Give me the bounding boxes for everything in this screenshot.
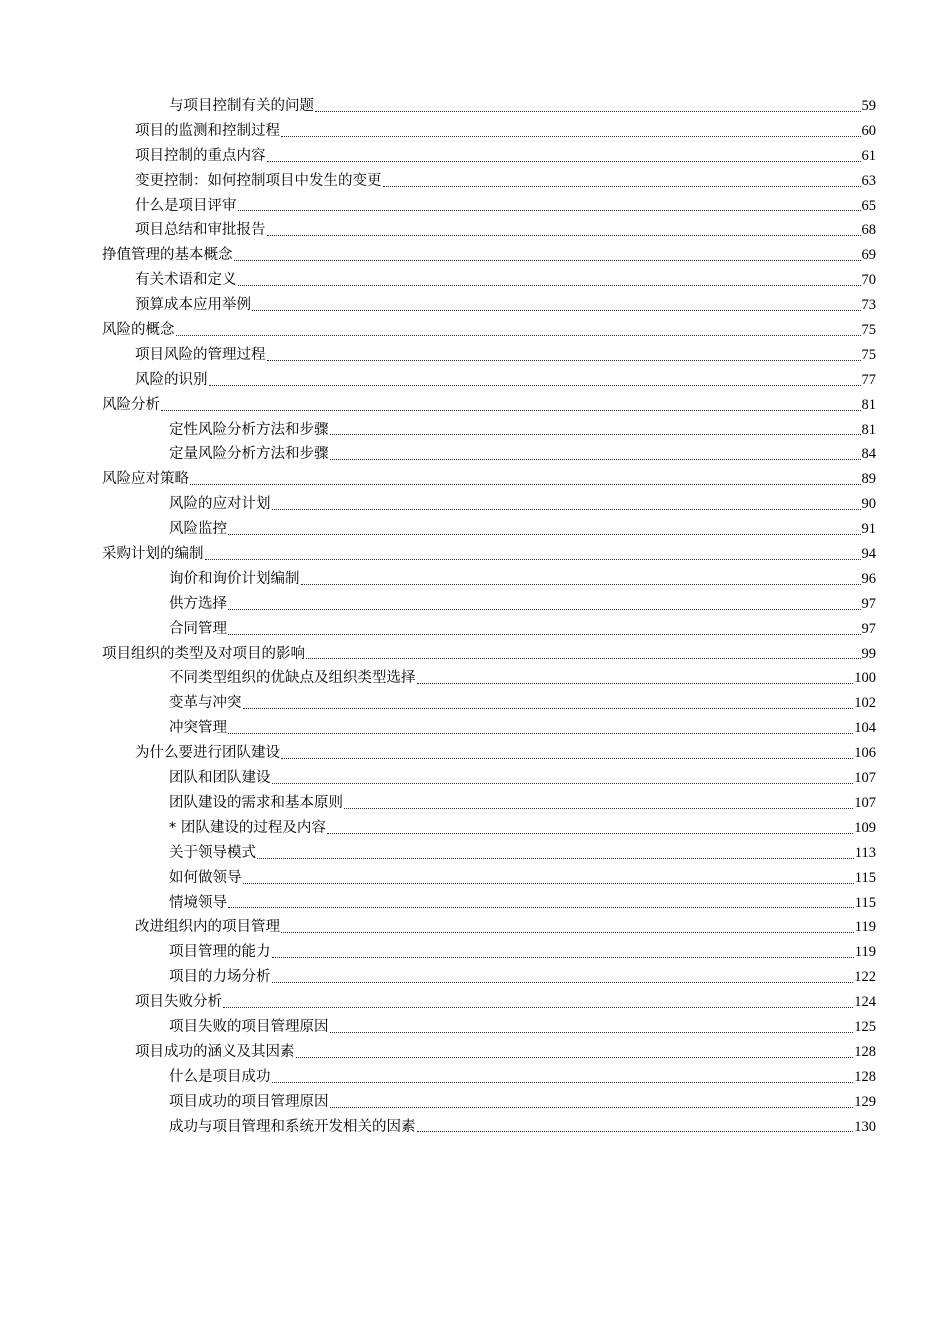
toc-entry-page-number: 77: [861, 371, 876, 388]
toc-entry[interactable]: [0, 318, 950, 343]
toc-entry[interactable]: [0, 1115, 950, 1140]
toc-entry-title: 项目组织的类型及对项目的影响: [102, 645, 305, 662]
toc-entry[interactable]: [0, 243, 950, 268]
toc-entry-title: 采购计划的编制: [102, 546, 204, 563]
toc-entry-title: 团队建设的需求和基本原则: [169, 794, 343, 811]
toc-entry-title: 合同管理: [169, 620, 227, 637]
toc-entry-page-number: 99: [861, 645, 876, 662]
toc-entry-page-number: 107: [854, 794, 876, 811]
toc-entry-page-number: 59: [861, 98, 876, 114]
dot-leader: [228, 891, 854, 916]
toc-entry[interactable]: [0, 965, 950, 990]
dot-leader: [272, 1065, 854, 1090]
toc-entry[interactable]: [0, 144, 950, 169]
toc-entry[interactable]: [0, 393, 950, 418]
toc-entry-title: 预算成本应用举例: [135, 297, 251, 314]
toc-entry-page-number: 119: [854, 944, 876, 961]
toc-entry-page-number: 68: [861, 222, 876, 239]
dot-leader: [315, 94, 861, 119]
dot-leader: [272, 965, 854, 990]
dot-leader: [301, 567, 861, 592]
dot-leader: [257, 841, 854, 866]
dot-leader: [272, 492, 861, 517]
dot-leader: [190, 467, 861, 492]
toc-entry-page-number: 70: [861, 272, 876, 289]
toc-entry-page-number: 91: [861, 521, 876, 538]
toc-entry[interactable]: [0, 169, 950, 194]
toc-entry-title: 改进组织内的项目管理: [135, 919, 280, 936]
dot-leader: [209, 368, 861, 393]
toc-entry-title: 风险应对策略: [102, 471, 189, 488]
toc-entry-page-number: 63: [861, 172, 876, 189]
toc-entry-page-number: 129: [854, 1093, 876, 1110]
toc-entry[interactable]: [0, 517, 950, 542]
toc-entry-page-number: 104: [854, 720, 876, 737]
toc-entry-page-number: 100: [854, 670, 876, 687]
dot-leader: [417, 666, 854, 691]
dot-leader: [281, 741, 853, 766]
toc-entry-page-number: 60: [861, 122, 876, 139]
toc-entry[interactable]: [0, 791, 950, 816]
dot-leader: [238, 268, 861, 293]
toc-entry-title: 项目失败分析: [135, 994, 222, 1011]
dot-leader: [417, 1115, 854, 1140]
toc-entry-page-number: 124: [854, 994, 876, 1011]
dot-leader: [243, 691, 854, 716]
toc-entry[interactable]: [0, 293, 950, 318]
toc-entry-title: 项目管理的能力: [169, 944, 271, 961]
toc-entry[interactable]: [0, 1015, 950, 1040]
toc-entry[interactable]: [0, 418, 950, 443]
toc-entry-page-number: 69: [861, 247, 876, 264]
dot-leader: [243, 866, 854, 891]
toc-entry-title: 风险的应对计划: [169, 496, 271, 513]
toc-entry-page-number: 90: [861, 496, 876, 513]
toc-entry-title: 为什么要进行团队建设: [135, 745, 280, 762]
dot-leader: [281, 119, 861, 144]
toc-entry-page-number: 115: [854, 869, 876, 886]
toc-entry[interactable]: [0, 990, 950, 1015]
toc-entry-page-number: 81: [861, 396, 876, 413]
toc-entry-page-number: 106: [854, 745, 876, 762]
toc-entry-title: 与项目控制有关的问题: [169, 98, 314, 114]
toc-entry-title: 如何做领导: [169, 869, 242, 886]
toc-entry-title: 团队和团队建设: [169, 770, 271, 787]
toc-entry-title: 关于领导模式: [169, 844, 256, 861]
toc-entry[interactable]: [0, 617, 950, 642]
toc-entry-page-number: 89: [861, 471, 876, 488]
toc-entry-title: 项目的力场分析: [169, 969, 271, 986]
dot-leader: [267, 144, 861, 169]
toc-entry-title: 变更控制：如何控制项目中发生的变更: [135, 172, 382, 189]
toc-entry-page-number: 94: [861, 546, 876, 563]
toc-entry[interactable]: [0, 1040, 950, 1065]
table-of-contents: [0, 94, 950, 1139]
toc-entry-title: 成功与项目管理和系统开发相关的因素: [169, 1118, 416, 1135]
toc-entry[interactable]: [0, 368, 950, 393]
toc-entry-title: 什么是项目成功: [169, 1068, 271, 1085]
toc-entry-title: 风险的概念: [102, 322, 175, 339]
dot-leader: [228, 517, 861, 542]
toc-entry-page-number: 128: [854, 1043, 876, 1060]
toc-entry[interactable]: [0, 542, 950, 567]
toc-entry-page-number: 115: [854, 894, 876, 911]
dot-leader: [228, 716, 853, 741]
toc-entry-page-number: 97: [861, 595, 876, 612]
toc-entry-page-number: 65: [861, 197, 876, 214]
dot-leader: [161, 393, 861, 418]
dot-leader: [267, 218, 861, 243]
toc-entry[interactable]: [0, 492, 950, 517]
toc-entry[interactable]: [0, 691, 950, 716]
toc-entry-title: 项目总结和审批报告: [135, 222, 266, 239]
toc-entry[interactable]: [0, 891, 950, 916]
toc-entry-page-number: 125: [854, 1018, 876, 1035]
toc-entry[interactable]: [0, 1065, 950, 1090]
toc-entry[interactable]: [0, 642, 950, 667]
toc-entry[interactable]: [0, 816, 950, 841]
toc-entry[interactable]: [0, 592, 950, 617]
toc-entry[interactable]: [0, 268, 950, 293]
toc-entry[interactable]: [0, 442, 950, 467]
toc-entry-page-number: 96: [861, 570, 876, 587]
toc-entry[interactable]: [0, 194, 950, 219]
toc-entry-page-number: 73: [861, 297, 876, 314]
toc-entry[interactable]: [0, 119, 950, 144]
toc-entry-page-number: 128: [854, 1068, 876, 1085]
toc-entry-title: 挣值管理的基本概念: [102, 247, 233, 264]
toc-entry-page-number: 97: [861, 620, 876, 637]
toc-entry-title: 风险监控: [169, 521, 227, 538]
toc-entry[interactable]: [0, 567, 950, 592]
toc-entry[interactable]: [0, 915, 950, 940]
toc-entry[interactable]: [0, 343, 950, 368]
toc-entry-title: 变革与冲突: [169, 695, 242, 712]
toc-entry-title: 冲突管理: [169, 720, 227, 737]
toc-entry-title: 不同类型组织的优缺点及组织类型选择: [169, 670, 416, 687]
toc-entry-title: 有关术语和定义: [135, 272, 237, 289]
toc-entry-page-number: 75: [861, 322, 876, 339]
toc-entry-title: 风险的识别: [135, 371, 208, 388]
toc-entry-title: * 团队建设的过程及内容: [169, 819, 326, 836]
toc-entry-page-number: 113: [854, 844, 876, 861]
dot-leader: [306, 642, 861, 667]
toc-entry-page-number: 109: [854, 819, 876, 836]
toc-entry-page-number: 107: [854, 770, 876, 787]
dot-leader: [383, 169, 861, 194]
dot-leader: [267, 343, 861, 368]
toc-entry-title: 情境领导: [169, 894, 227, 911]
toc-entry[interactable]: [0, 666, 950, 691]
toc-entry-title: 项目的监测和控制过程: [135, 122, 280, 139]
toc-entry-title: 项目风险的管理过程: [135, 346, 266, 363]
dot-leader: [176, 318, 861, 343]
toc-entry-title: 什么是项目评审: [135, 197, 237, 214]
toc-entry-title: 项目成功的涵义及其因素: [135, 1043, 295, 1060]
dot-leader: [272, 766, 854, 791]
toc-entry[interactable]: [0, 741, 950, 766]
toc-entry-page-number: 61: [861, 147, 876, 164]
dot-leader: [228, 617, 861, 642]
toc-entry[interactable]: [0, 766, 950, 791]
toc-entry[interactable]: [0, 716, 950, 741]
dot-leader: [272, 940, 854, 965]
toc-entry[interactable]: [0, 1090, 950, 1115]
toc-entry-title: 询价和询价计划编制: [169, 570, 300, 587]
dot-leader: [234, 243, 861, 268]
dot-leader: [330, 1015, 854, 1040]
toc-entry-page-number: 119: [854, 919, 876, 936]
toc-entry-title: 项目控制的重点内容: [135, 147, 266, 164]
dot-leader: [296, 1040, 854, 1065]
toc-entry[interactable]: [0, 940, 950, 965]
toc-entry[interactable]: [0, 94, 950, 119]
dot-leader: [252, 293, 861, 318]
toc-entry-page-number: 84: [861, 446, 876, 463]
dot-leader: [281, 915, 854, 940]
toc-entry-page-number: 102: [854, 695, 876, 712]
toc-entry-title: 供方选择: [169, 595, 227, 612]
toc-entry-page-number: 122: [854, 969, 876, 986]
dot-leader: [205, 542, 861, 567]
dot-leader: [330, 1090, 854, 1115]
dot-leader: [223, 990, 853, 1015]
toc-entry-page-number: 81: [861, 421, 876, 438]
dot-leader: [330, 442, 861, 467]
dot-leader: [330, 418, 861, 443]
toc-entry[interactable]: [0, 866, 950, 891]
dot-leader: [228, 592, 861, 617]
toc-entry-title: 风险分析: [102, 396, 160, 413]
dot-leader: [327, 816, 853, 841]
toc-entry[interactable]: [0, 467, 950, 492]
toc-entry[interactable]: [0, 841, 950, 866]
toc-entry-page-number: 75: [861, 346, 876, 363]
dot-leader: [238, 194, 861, 219]
toc-entry-title: 项目失败的项目管理原因: [169, 1018, 329, 1035]
dot-leader: [344, 791, 853, 816]
toc-entry-title: 定性风险分析方法和步骤: [169, 421, 329, 438]
toc-entry-page-number: 130: [854, 1118, 876, 1135]
toc-entry-title: 定量风险分析方法和步骤: [169, 446, 329, 463]
toc-entry-title: 项目成功的项目管理原因: [169, 1093, 329, 1110]
toc-entry[interactable]: [0, 218, 950, 243]
